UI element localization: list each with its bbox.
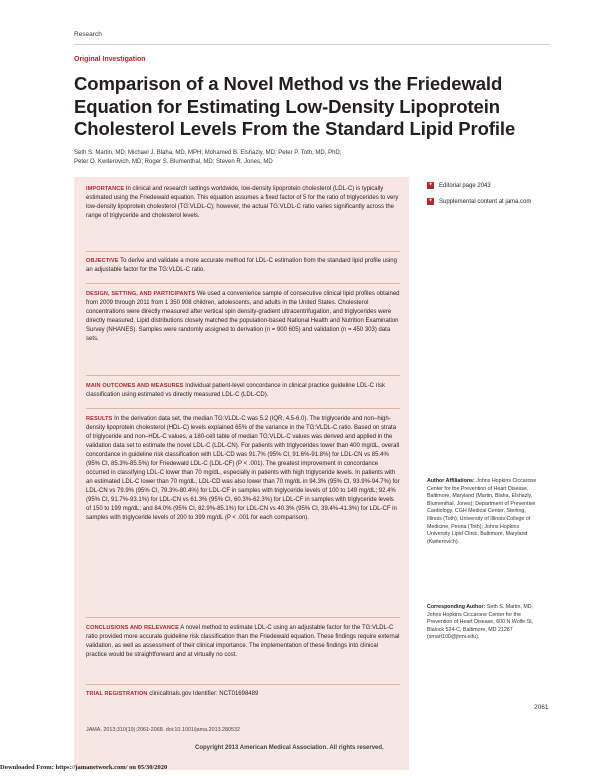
plus-box-icon: + — [428, 182, 433, 188]
abstract-text: Individual patient-level concordance in clinical practice guideline LDL-C risk classification using estimated vs directly measured LDL-C (LDL-CD). — [86, 383, 385, 398]
abstract-heading: OBJECTIVE — [86, 258, 119, 264]
abstract-heading: DESIGN, SETTING, AND PARTICIPANTS — [86, 291, 196, 297]
abstract-design — [86, 290, 400, 344]
article-kicker: Original Investigation — [74, 56, 146, 63]
abstract-results — [86, 415, 400, 523]
abstract-text: To derive and validate a more accurate method for LDL-C estimation from the standard lipid profile using an adjustable factor for the TG:VLDL-C ratio. — [86, 258, 397, 273]
abstract-divider — [86, 617, 400, 618]
abstract-importance — [86, 185, 400, 221]
abstract-divider — [86, 283, 400, 284]
page-number: 2061 — [534, 704, 549, 711]
download-stamp: Downloaded From: https://jamanetwork.com/ on 05/30/2020 — [0, 764, 168, 771]
author-line: Peter O. Kwiterovich, MD; Roger S. Blumenthal, MD; Steven R. Jones, MD — [74, 158, 273, 165]
abstract-divider — [86, 408, 400, 409]
corresponding-heading: Corresponding Author: — [427, 604, 486, 610]
abstract-heading: IMPORTANCE — [86, 186, 125, 192]
affiliations-heading: Author Affiliations: — [427, 478, 475, 484]
supplemental-link-label[interactable]: Supplemental content at jama.com — [439, 199, 532, 205]
abstract-heading: CONCLUSIONS AND RELEVANCE — [86, 625, 179, 631]
abstract-outcomes — [86, 382, 400, 400]
abstract-divider — [86, 375, 400, 376]
copyright-notice: Copyright 2013 American Medical Association. All rights reserved. — [195, 745, 384, 751]
abstract-text: We used a convenience sample of consecutive clinical lipid profiles obtained from 2009 through 2011 from 1 350 908 children, adolescents, and adults in the United States. Cholesterol concentrations were directly measured after vertical spin density-gradient ultracentrifugation, and triglycerides were directly measured. Lipid distributions closely matched the population-based National Health and Nutrition Examination Survey (NHANES). Samples were randomly assigned to derivation (n = 900 605) and validation (n = 450 303) data sets. — [86, 291, 400, 342]
abstract-conclusions — [86, 624, 400, 660]
abstract-text: A novel method to estimate LDL-C using an adjustable factor for the TG:VLDL-C ratio provided more accurate guideline risk classification than the Friedewald equation. These findings require external validation, as well as assessment of their clinical importance. The implementation of these findings into clinical practice would be straightforward and at virtually no cost. — [86, 625, 400, 658]
article-citation: JAMA. 2013;310(19):2061-2068. doi:10.1001/jama.2013.280532 — [86, 727, 241, 733]
author-line: Seth S. Martin, MD; Michael J. Blaha, MD, MPH; Mohamed B. Elshazly, MD; Peter P. Toth, MD, PhD; — [74, 150, 342, 156]
abstract-divider — [86, 251, 400, 252]
author-affiliations — [427, 478, 537, 546]
corresponding-author — [427, 604, 537, 642]
header-divider — [74, 44, 550, 45]
plus-box-icon: + — [428, 198, 433, 204]
corresponding-text: Seth S. Martin, MD, Johns Hopkins Ciccarone Center for the Prevention of Heart Disease, 600 N Wolfe St, Blalock 524-C, Baltimore, MD 21287 (smart100@jhmi.edu). — [427, 604, 534, 641]
author-list — [74, 149, 414, 166]
trial-registration-link[interactable]: clinicaltrials.gov Identifier: NCT01698489 — [149, 691, 259, 697]
article-title: Comparison of a Novel Method vs the Friedewald Equation for Estimating Low-Density Lipoprotein Cholesterol Levels From the Standard Lipid Profile — [74, 73, 516, 139]
editorial-link-label[interactable]: Editorial page 2043 — [439, 183, 491, 189]
abstract-objective — [86, 257, 400, 275]
abstract-text: In clinical and research settings worldwide, low-density lipoprotein cholesterol (LDL-C) is typically estimated using the Friedewald equation. This equation assumes a fixed factor of 5 for the ratio of triglycerides to very low-density lipoprotein cholesterol (TG:VLDL-C); however, the actual TG:VLDL-C ratio varies significantly across the range of triglyceride and cholesterol levels. — [86, 186, 399, 219]
abstract-registration — [86, 690, 400, 699]
abstract-heading: TRIAL REGISTRATION — [86, 691, 148, 697]
affiliations-text: Johns Hopkins Ciccarone Center for the Prevention of Heart Disease, Baltimore, Maryland (Martin, Blaha, Elshazly, Blumenthal, Jones); Department of Preventive Cardiology, CGH Medical Center, Sterling, Illinois (Toth); University of Illinois College of Medicine, Peoria (Toth); Johns Hopkins University Lipid Clinic, Baltimore, Maryland (Kwiterovich). — [427, 478, 537, 545]
abstract-text: In the derivation data set, the median TG:VLDL-C was 5.2 (IQR, 4.5-6.0). The triglyceride and non–high-density lipoprotein cholesterol (HDL-C) levels explained 65% of the variance in the TG:VLDL-C ratio. Based on strata of triglyceride and non–HDL-C values, a 180-cell table of median TG:VLDL-C values was derived and applied in the validation data set to estimate the novel LDL-C (LDL-CN). For patients with triglycerides lower than 400 mg/dL, overall concordance in guideline risk classification with LDL-CD was 91.7% (95% CI, 91.6%-91.8%) for LDL-CN vs 85.4% (95% CI, 85.3%-85.5%) for Friedewald LDL-C (LDL-CF) (P < .001). The greatest improvement in concordance occurred in classifying LDL-C lower than 70 mg/dL, especially in patients with high triglyceride levels. In patients with an estimated LDL-C lower than 70 mg/dL, LDL-CD was also lower than 70 mg/dL in 94.3% (95% CI, 93.9%-94.7%) for LDL-CN vs 79.9% (95% CI, 79.3%-80.4%) for LDL-CF in samples with triglyceride levels of 100 to 149 mg/dL; 92.4% (95% CI, 91.7%-93.1%) for LDL-CN vs 61.3% (95% CI, 60.3%-62.3%) for LDL-CF in samples with triglyceride levels of 150 to 199 mg/dL; and 84.0% (95% CI, 82.9%-85.1%) for LDL-CN vs 40.3% (95% CI, 39.4%-41.3%) for LDL-CF in samples with triglyceride levels of 200 to 399 mg/dL (P < .001 for each comparison). — [86, 416, 400, 521]
section-label: Research — [74, 31, 102, 38]
abstract-divider — [86, 684, 400, 685]
abstract-heading: RESULTS — [86, 416, 113, 422]
abstract-heading: MAIN OUTCOMES AND MEASURES — [86, 383, 184, 389]
